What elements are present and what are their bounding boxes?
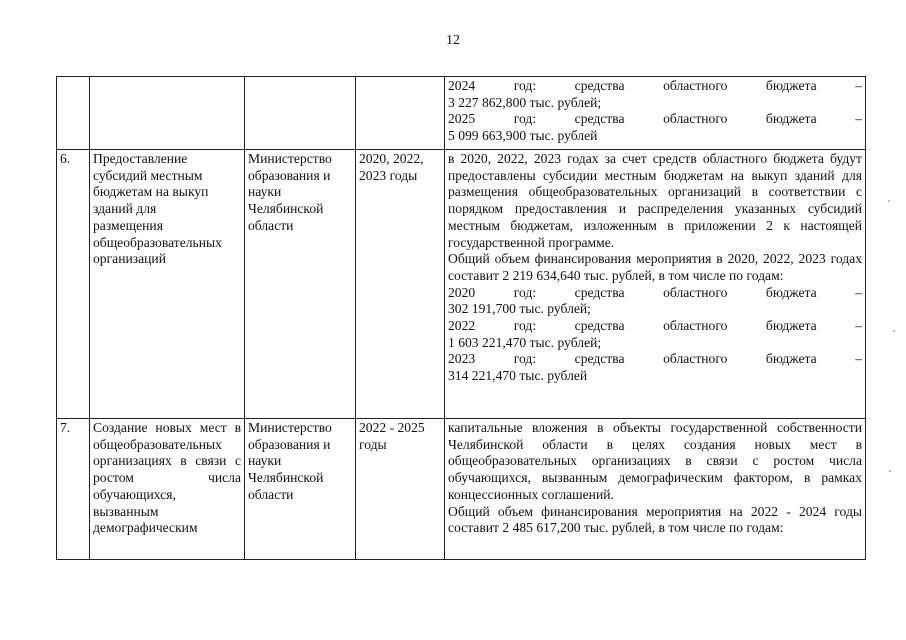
description-paragraph: капитальные вложения в объекты государственной собственности Челябинской области в целях создания новых мест в общеобразовательных организациях в связи с ростом числа обучающихся, вызванным демографическим фактором, в рамках концессионных соглашений. — [448, 420, 862, 502]
period-cell: 2022 - 2025 годы — [356, 419, 445, 560]
funding-amount-line: 1 603 221,470 тыс. рублей; — [448, 334, 602, 350]
funding-amount-line: 5 099 663,900 тыс. рублей — [448, 128, 598, 144]
funding-total-paragraph: Общий объем финансирования мероприятия на 2022 - 2024 годы составит 2 485 617,200 тыс. рублей, в том числе по годам: — [448, 503, 862, 536]
scan-speck — [889, 470, 891, 472]
measure-name-text: Создание новых мест в общеобразовательных организациях в связи с ростом числа обучающихся, вызванным демографическим — [93, 420, 241, 536]
funding-amount-line: 3 227 862,800 тыс. рублей; — [448, 94, 602, 110]
funding-year-line: 2023 год: средства областного бюджета – — [448, 351, 862, 367]
funding-amount-line: 302 191,700 тыс. рублей; — [448, 301, 591, 317]
row-number-cell: 6. — [57, 150, 90, 419]
program-table — [56, 76, 866, 560]
page-number: 12 — [446, 33, 460, 48]
funding-year-line: 2024 год: средства областного бюджета – — [448, 78, 862, 93]
table-row — [57, 77, 866, 150]
scan-speck — [888, 200, 890, 202]
funding-year-line: 2022 год: средства областного бюджета – — [448, 318, 862, 334]
scan-speck — [893, 330, 895, 332]
description-cell — [445, 77, 866, 150]
measure-name-cell — [90, 419, 245, 560]
funding-year-line: 2025 год: средства областного бюджета – — [448, 111, 862, 127]
period-cell — [356, 77, 445, 150]
table-row — [57, 150, 866, 419]
description-paragraph: в 2020, 2022, 2023 годах за счет средств областного бюджета будут предоставлены субсидии местным бюджетам на выкуп зданий для размещения общеобразовательных организаций в соответствии с порядком предоставления и распределения указанных субсидий местным бюджетам, изложенным в приложении 2 к настоящей государственной программе. — [448, 151, 862, 250]
executor-cell — [245, 77, 356, 150]
funding-amount-line: 314 221,470 тыс. рублей — [448, 368, 588, 384]
funding-total-paragraph: Общий объем финансирования мероприятия в 2020, 2022, 2023 годах составит 2 219 634,640 тыс. рублей, в том числе по годам: — [448, 251, 862, 283]
measure-name-cell: Предоставление субсидий местным бюджетам на выкуп зданий для размещения общеобразовательных организаций — [90, 150, 245, 419]
executor-cell: Министерство образования и науки Челябинской области — [245, 419, 356, 560]
measure-name-cell — [90, 77, 245, 150]
executor-cell: Министерство образования и науки Челябинской области — [245, 150, 356, 419]
row-number-cell: 7. — [57, 419, 90, 560]
period-cell: 2020, 2022, 2023 годы — [356, 150, 445, 419]
funding-year-line: 2020 год: средства областного бюджета – — [448, 284, 862, 300]
description-cell — [445, 419, 866, 560]
description-cell — [445, 150, 866, 419]
table-row — [57, 419, 866, 560]
row-number-cell — [57, 77, 90, 150]
